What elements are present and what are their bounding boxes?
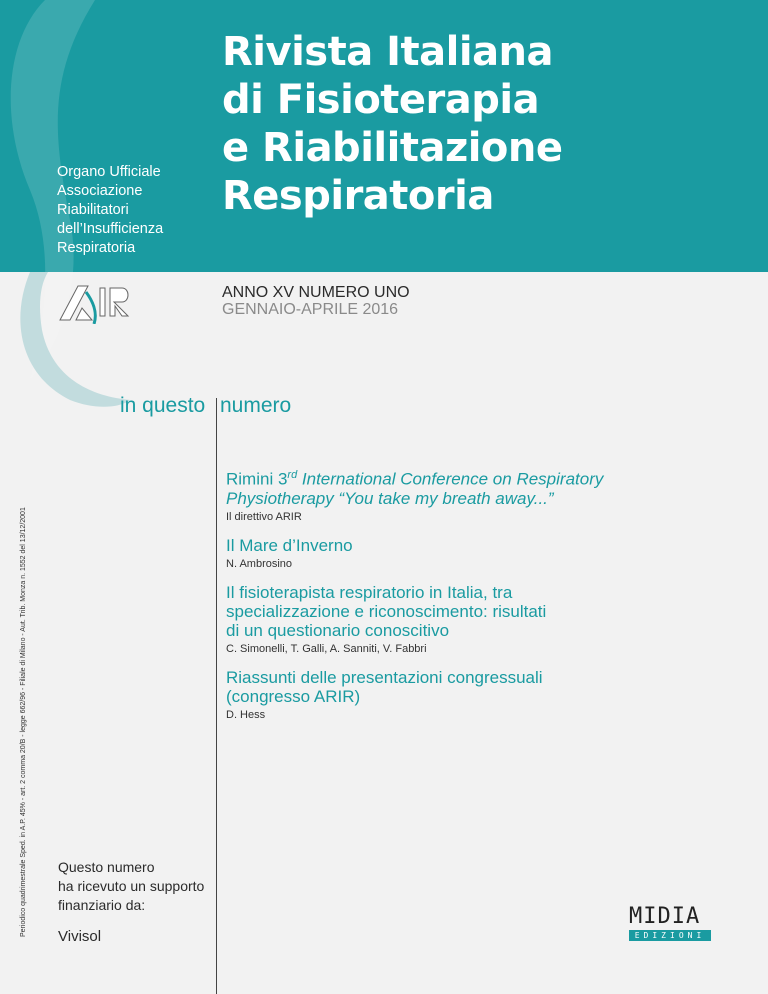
article-title: Il fisioterapista respiratorio in Italia, tra specializzazione e riconoscimento: risultati di un questionario conoscitivo: [226, 582, 547, 640]
org-line: Riabilitatori: [57, 202, 129, 218]
org-line: dell’Insufficienza: [57, 221, 164, 237]
issue-period: GENNAIO-APRILE 2016: [222, 301, 399, 318]
article-entry[interactable]: [226, 536, 646, 571]
org-line: Organo Ufficiale: [57, 164, 161, 180]
title-line: di Fisioterapia: [222, 77, 540, 123]
support-note: [58, 858, 204, 915]
article-title-sup: rd: [287, 469, 298, 481]
issue-info: [222, 284, 410, 318]
org-line: Associazione: [57, 183, 143, 199]
article-title: Il Mare d’Inverno: [226, 535, 353, 555]
publisher-name: MIDIA: [629, 904, 701, 929]
article-authors: Il direttivo ARIR: [226, 510, 302, 523]
issue-number: ANNO XV NUMERO UNO: [222, 284, 410, 301]
divider-line: [216, 398, 217, 994]
org-line: Respiratoria: [57, 240, 136, 256]
title-line: Rivista Italiana: [222, 29, 554, 75]
support-line: ha ricevuto un supporto: [58, 878, 205, 894]
postal-note: Periodico quadrimestrale Sped. in A.P. 45% - art. 2 comma 20/B - legge 662/96 - Filiale di Milano - Aut. Trib. Monza n. 1552 del 13/12/2001: [20, 507, 27, 937]
support-line: finanziario da:: [58, 897, 146, 913]
section-heading-left: in questo: [120, 394, 206, 417]
article-title: Riassunti delle presentazioni congressuali (congresso ARIR): [226, 667, 543, 706]
article-authors: D. Hess: [226, 708, 266, 721]
article-title-part: Rimini 3: [226, 469, 288, 489]
publisher-sub: EDIZIONI: [629, 930, 711, 941]
sponsor-name: Vivisol: [58, 928, 102, 945]
article-entry[interactable]: [226, 466, 646, 524]
journal-title: [222, 28, 563, 220]
article-title-part: International Conference on Respiratory Physiotherapy “You take my breath away...”: [226, 469, 604, 508]
article-authors: C. Simonelli, T. Galli, A. Sanniti, V. Fabbri: [226, 642, 427, 655]
article-entry[interactable]: [226, 668, 646, 722]
article-entry[interactable]: [226, 583, 646, 656]
title-line: Respiratoria: [222, 173, 494, 219]
article-authors: N. Ambrosino: [226, 557, 293, 570]
arir-logo: [58, 282, 136, 324]
title-line: e Riabilitazione: [222, 125, 563, 171]
support-line: Questo numero: [58, 859, 155, 875]
publisher-logo: [629, 906, 713, 942]
article-title: [226, 466, 646, 508]
organization-text: [57, 163, 163, 258]
section-heading-right: numero: [220, 394, 292, 417]
table-of-contents: [226, 466, 646, 734]
